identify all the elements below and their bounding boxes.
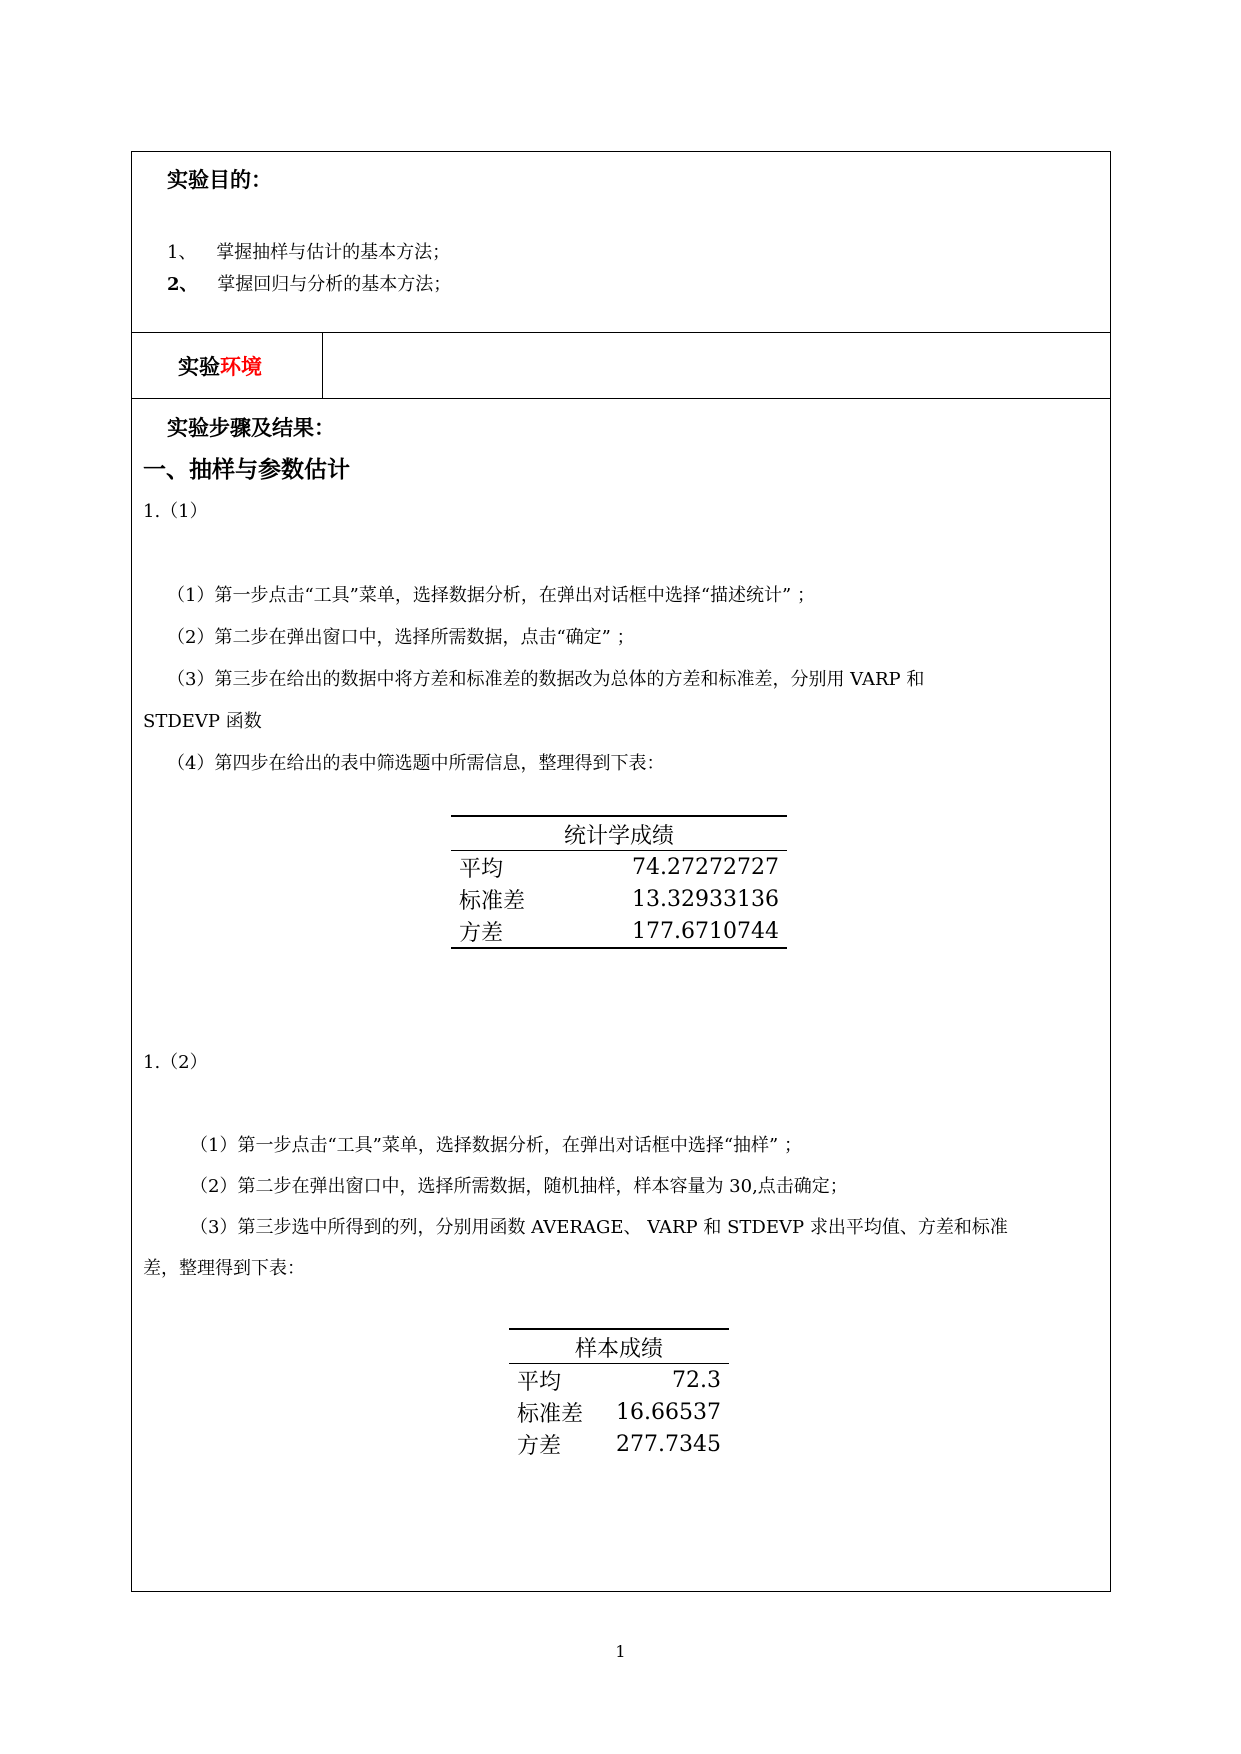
part1-stats-table — [451, 815, 787, 949]
row-value: 277.7345 — [616, 1431, 721, 1457]
part1-table-title: 统计学成绩 — [451, 816, 787, 851]
purpose-item-2-num: 2、 — [167, 274, 198, 295]
part1-line-5: （4）第四步在给出的表中筛选题中所需信息，整理得到下表： — [167, 753, 665, 774]
row-label: 方差 — [517, 1433, 562, 1459]
table-row — [451, 851, 787, 884]
purpose-item-1-num: 1、 — [167, 242, 197, 263]
part1-line-1: （1）第一步点击“工具”菜单，选择数据分析，在弹出对话框中选择“描述统计” ； — [167, 585, 815, 606]
page-number: 1 — [615, 1642, 626, 1661]
row-label: 平均 — [517, 1369, 562, 1395]
row-label: 标准差 — [517, 1401, 584, 1427]
row-value: 177.6710744 — [563, 915, 787, 948]
purpose-item-1-text: 掌握抽样与估计的基本方法； — [216, 242, 451, 263]
divider-purpose — [132, 332, 1110, 333]
divider-environment — [132, 398, 1110, 399]
part2-line-4: 差，整理得到下表： — [143, 1258, 305, 1279]
section1-title: 一、抽样与参数估计 — [143, 457, 350, 483]
part1-line-3: （3）第三步在给出的数据中将方差和标准差的数据改为总体的方差和标准差，分别用 VARP 和 — [167, 669, 925, 690]
row-label: 平均 — [459, 856, 504, 882]
part2-table-title: 样本成绩 — [509, 1329, 729, 1364]
part2-line-2: （2）第二步在弹出窗口中，选择所需数据，随机抽样，样本容量为 30,点击确定； — [190, 1176, 848, 1197]
purpose-item-2 — [167, 270, 451, 296]
part1-label: 1.（1） — [143, 501, 208, 522]
table-row — [451, 915, 787, 948]
row-value: 13.32933136 — [632, 886, 779, 912]
part2-line-1: （1）第一步点击“工具”菜单，选择数据分析，在弹出对话框中选择“抽样” ； — [190, 1135, 802, 1156]
table-row — [451, 883, 787, 915]
part2-label: 1.（2） — [143, 1052, 208, 1073]
row-label: 标准差 — [459, 888, 526, 914]
row-value: 72.3 — [672, 1367, 721, 1393]
divider-environment-vertical — [322, 332, 323, 398]
row-value: 74.27272727 — [632, 854, 779, 880]
purpose-item-1 — [167, 238, 450, 264]
environment-label-black: 实验 — [178, 355, 220, 379]
table-row — [509, 1364, 729, 1397]
row-label: 方差 — [451, 915, 563, 948]
table-row — [509, 1396, 729, 1428]
part2-stats-table — [509, 1328, 729, 1460]
steps-heading: 实验步骤及结果： — [167, 416, 335, 440]
row-value: 16.66537 — [616, 1399, 721, 1425]
table-row — [509, 1428, 729, 1460]
part1-line-4: STDEVP 函数 — [143, 711, 262, 732]
part1-line-2: （2）第二步在弹出窗口中，选择所需数据，点击“确定” ； — [167, 627, 635, 648]
purpose-heading: 实验目的： — [167, 168, 272, 192]
environment-label — [178, 351, 262, 381]
part2-line-3: （3）第三步选中所得到的列，分别用函数 AVERAGE、 VARP 和 STDEVP 求出平均值、方差和标准 — [190, 1217, 1008, 1238]
environment-label-red: 环境 — [220, 355, 262, 379]
purpose-item-2-text: 掌握回归与分析的基本方法； — [217, 274, 452, 295]
